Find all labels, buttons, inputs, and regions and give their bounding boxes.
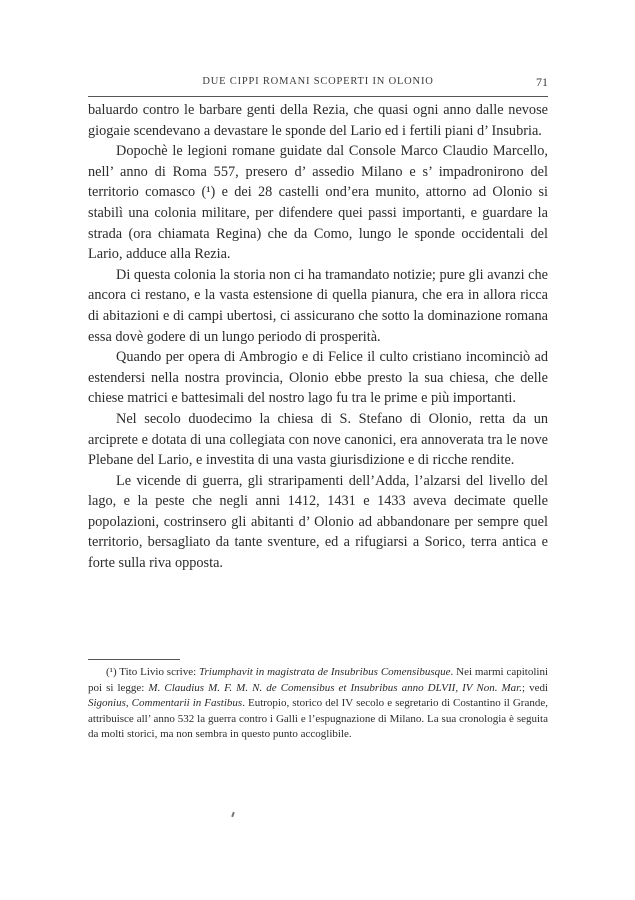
paragraph-5: Nel secolo duodecimo la chiesa di S. Stefano di Olonio, retta da un arciprete e dotata di una collegiata con nove canonici, era annoverata tra le nove Plebane del Lario, e investita di una vasta giurisdizione e di ricche rendite. <box>88 410 548 469</box>
paragraph-1: baluardo contro le barbare genti della Rezia, che quasi ogni anno dalle nevose giogaie scendevano a devastare le sponde del Lario ed i fertili piani d’ Insubria. <box>88 102 548 139</box>
footnote-text-1: (¹) Tito Livio scrive: <box>106 666 200 678</box>
running-title: DUE CIPPI ROMANI SCOPERTI IN OLONIO <box>202 76 434 87</box>
body-text <box>88 100 548 574</box>
footnote-quote-livy: Triumphavit in magistrata de Insubribus Comensibusque <box>199 666 451 678</box>
footnote-rule <box>88 659 180 660</box>
running-head <box>88 75 548 91</box>
ink-speck <box>231 812 235 817</box>
footnote-quote-marmi: M. Claudius M. F. M. N. de Comensibus et Insubribus anno DLVII, IV Non. Mar. <box>148 681 522 694</box>
footnote-text-2: . Nei marmi capitolini poi si legge: <box>88 666 549 694</box>
page-number: 71 <box>536 75 548 89</box>
footnote-text-3: ; vedi <box>521 681 549 694</box>
footnote <box>88 665 548 743</box>
paragraph-3: Di questa colonia la storia non ci ha tramandato notizie; pure gli avanzi che ancora ci restano, e la vasta estensione di quella pianura, che era in allora ricca di abitazioni e di campi ubertosi, ci assicurano che sotto la dominazione romana essa dovè godere di un lungo periodo di prosperità. <box>88 266 548 345</box>
header-rule <box>88 96 548 97</box>
footnote-text-4: . Eutropio, storico del IV secolo e segretario di Costantino il Grande, attribuisce all’ anno 532 la guerra contro i Galli e l’espugnazione di Milano. La sua cronologia è seguita da molti storici, ma non sembra in questo punto accoglibile. <box>88 697 548 741</box>
paragraph-4: Quando per opera di Ambrogio e di Felice il culto cristiano incominciò ad estendersi nella nostra provincia, Olonio ebbe presto la sua chiesa, che delle chiese matrici e battesimali del nostro lago fu tra le prime e più importanti. <box>88 349 548 407</box>
footnote-citation-sigonius: Sigonius, Commentarii in Fastibus <box>88 697 243 710</box>
paragraph-2: Dopochè le legioni romane guidate dal Console Marco Claudio Marcello, nell’ anno di Roma 557, presero d’ assedio Milano e s’ impadronirono del territorio comasco (¹) e dei 28 castelli ond’era munito, attorno ad Olonio si stabilì una colonia militare, per difendere quei passi importanti, e guardare la strada (ora chiamata Regina) che da Como, lungo le sponde occidentali del Lario, adduce alla Rezia. <box>88 143 548 263</box>
paragraph-6: Le vicende di guerra, gli straripamenti dell’Adda, l’alzarsi del livello del lago, e la peste che negli anni 1412, 1431 e 1433 aveva decimate quelle popolazioni, costrinsero gli abitanti d’ Olonio ad abbandonare per sempre quel territorio, bersagliato da tante sventure, ed a rifugiarsi a Sorico, terra antica e forte sulla riva opposta. <box>88 472 548 572</box>
